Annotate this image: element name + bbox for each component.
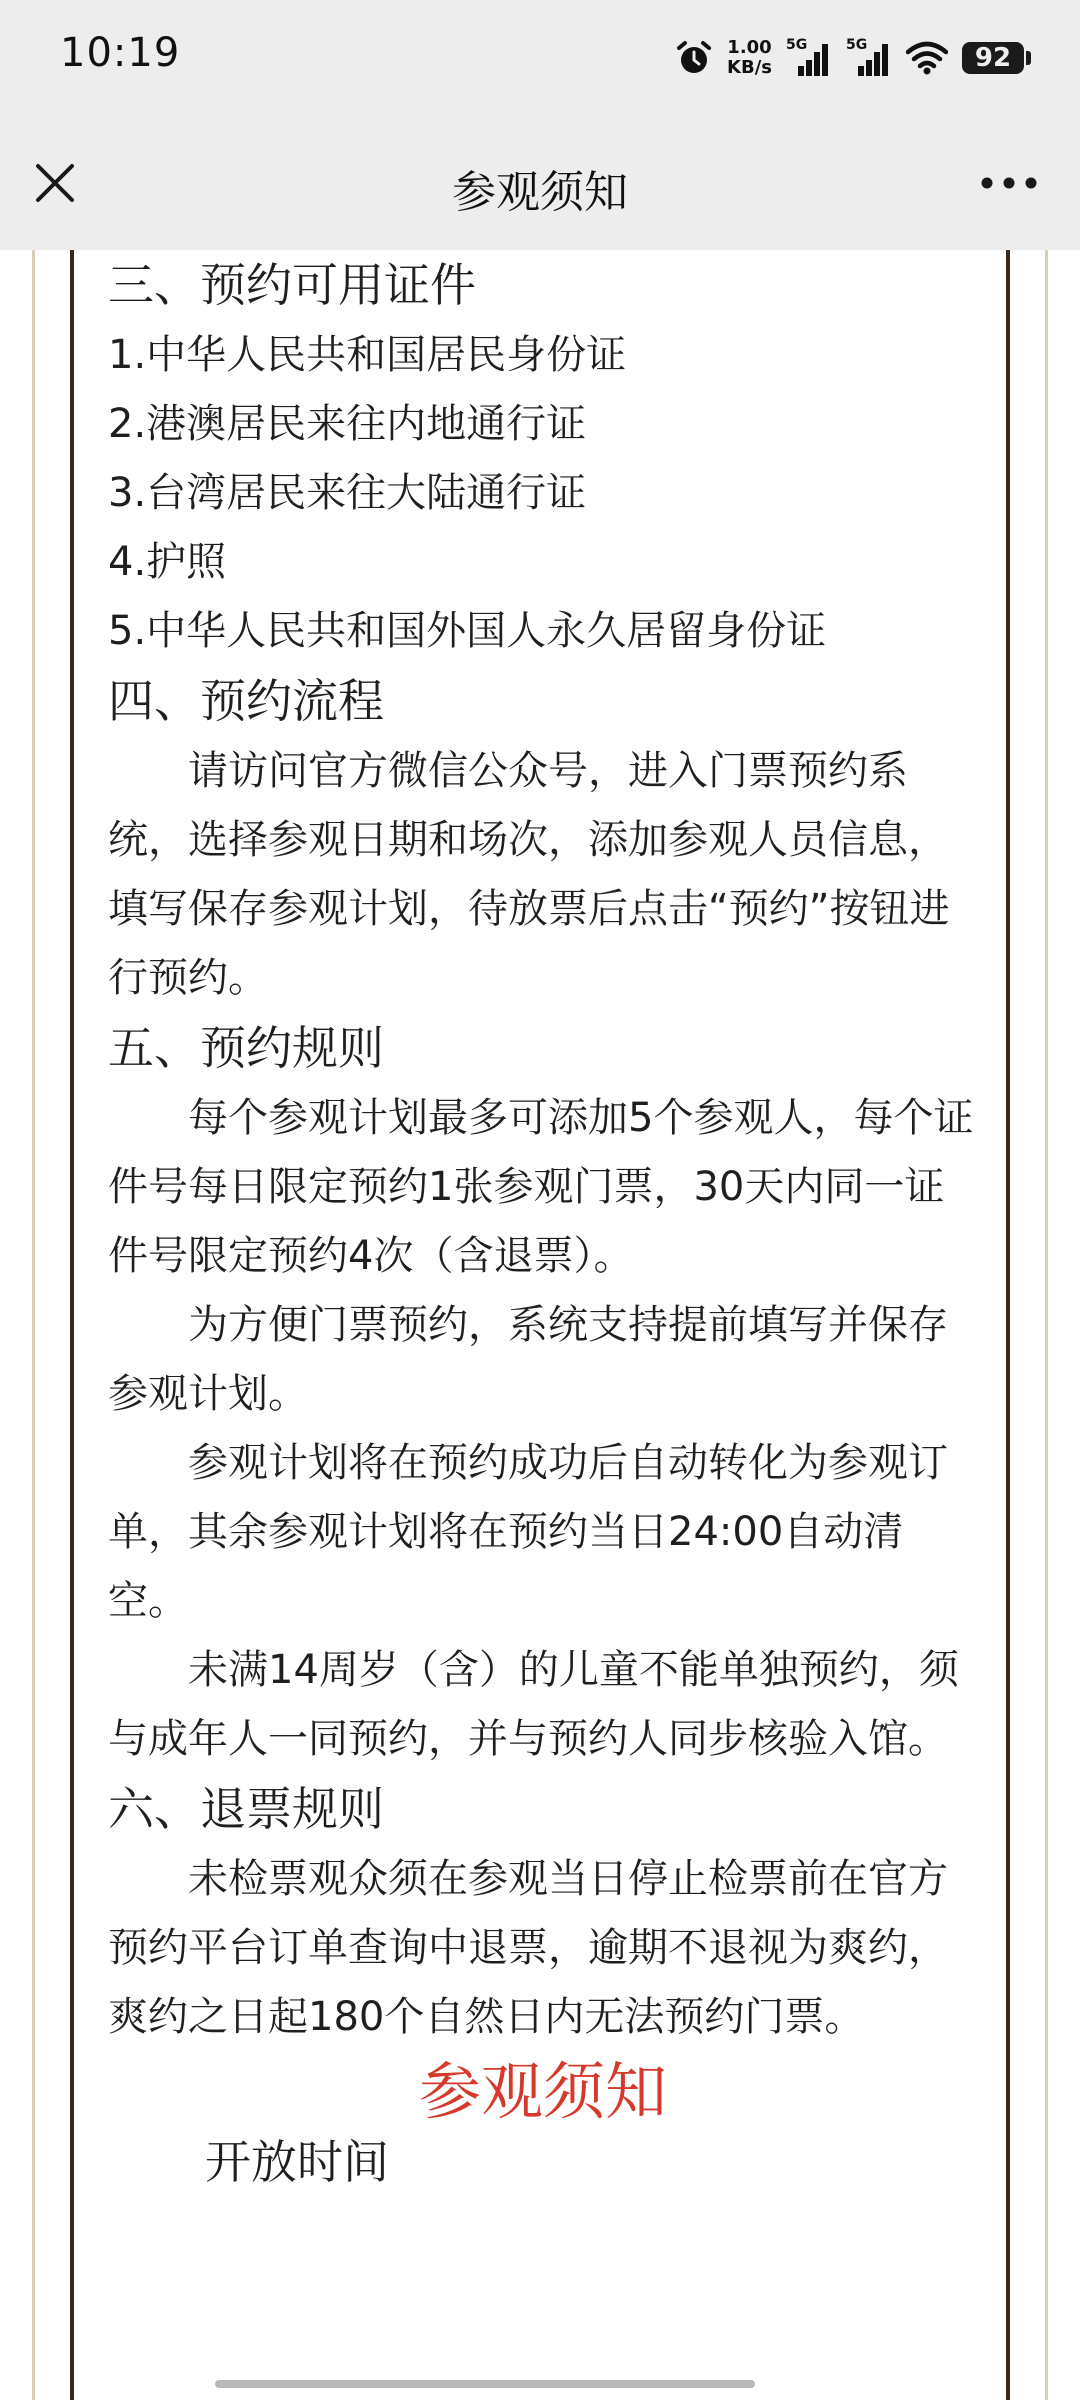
next-heading-partial: 开放时间 — [205, 2135, 389, 2189]
id-item: 4.护照 — [108, 539, 227, 585]
section-heading: 三、预约可用证件 — [108, 258, 476, 312]
signal-icon — [786, 38, 832, 78]
battery-icon: 92 — [962, 42, 1024, 74]
frame-border-right — [1006, 250, 1010, 2400]
sim1-label: 5G — [786, 37, 808, 53]
paragraph: 参观计划将在预约成功后自动转化为参观订单，其余参观计划将在预约当日24:00自动清空。 — [108, 1440, 948, 1624]
paragraph: 未检票观众须在参观当日停止检票前在官方预约平台订单查询中退票，逾期不退视为爽约，爽约之日起180个自然日内无法预约门票。 — [108, 1856, 948, 2040]
paragraph: 未满14周岁（含）的儿童不能单独预约，须与成年人一同预约，并与预约人同步核验入馆。 — [108, 1647, 959, 1762]
frame-border-left-outer — [32, 250, 35, 2400]
title-bar — [0, 118, 1080, 250]
article-content[interactable] — [0, 250, 1080, 2400]
article-body — [108, 250, 978, 2192]
signal-icon — [846, 38, 892, 78]
status-icons — [675, 32, 1024, 84]
frame-border-right-outer — [1045, 250, 1048, 2400]
more-icon[interactable] — [978, 168, 1040, 198]
id-item: 3.台湾居民来往大陆通行证 — [108, 470, 587, 516]
section-heading: 四、预约流程 — [108, 674, 384, 728]
paragraph: 每个参观计划最多可添加5个参观人，每个证件号每日限定预约1张参观门票，30天内同一证件号限定预约4次（含退票）。 — [108, 1095, 974, 1279]
net-speed-value: 1.00 — [727, 37, 772, 58]
id-item: 1.中华人民共和国居民身份证 — [108, 332, 627, 378]
section-heading: 六、退票规则 — [108, 1782, 384, 1836]
id-item: 5.中华人民共和国外国人永久居留身份证 — [108, 608, 827, 654]
section-heading: 五、预约规则 — [108, 1021, 384, 1075]
frame-border-left — [70, 250, 74, 2400]
status-bar — [0, 0, 1080, 118]
id-item: 2.港澳居民来往内地通行证 — [108, 401, 587, 447]
wifi-icon — [906, 41, 948, 75]
net-speed — [727, 38, 772, 78]
paragraph: 为方便门票预约，系统支持提前填写并保存参观计划。 — [108, 1302, 948, 1417]
sim2-label: 5G — [846, 37, 868, 53]
horizontal-scrollbar[interactable] — [215, 2380, 755, 2388]
status-time: 10:19 — [60, 30, 181, 76]
alarm-icon — [675, 39, 713, 77]
paragraph: 请访问官方微信公众号，进入门票预约系统，选择参观日期和场次，添加参观人员信息，填写保存参观计划，待放票后点击“预约”按钮进行预约。 — [108, 748, 950, 1001]
net-speed-unit: KB/s — [727, 57, 772, 78]
page-title: 参观须知 — [452, 167, 628, 218]
notice-title: 参观须知 — [418, 2055, 667, 2128]
